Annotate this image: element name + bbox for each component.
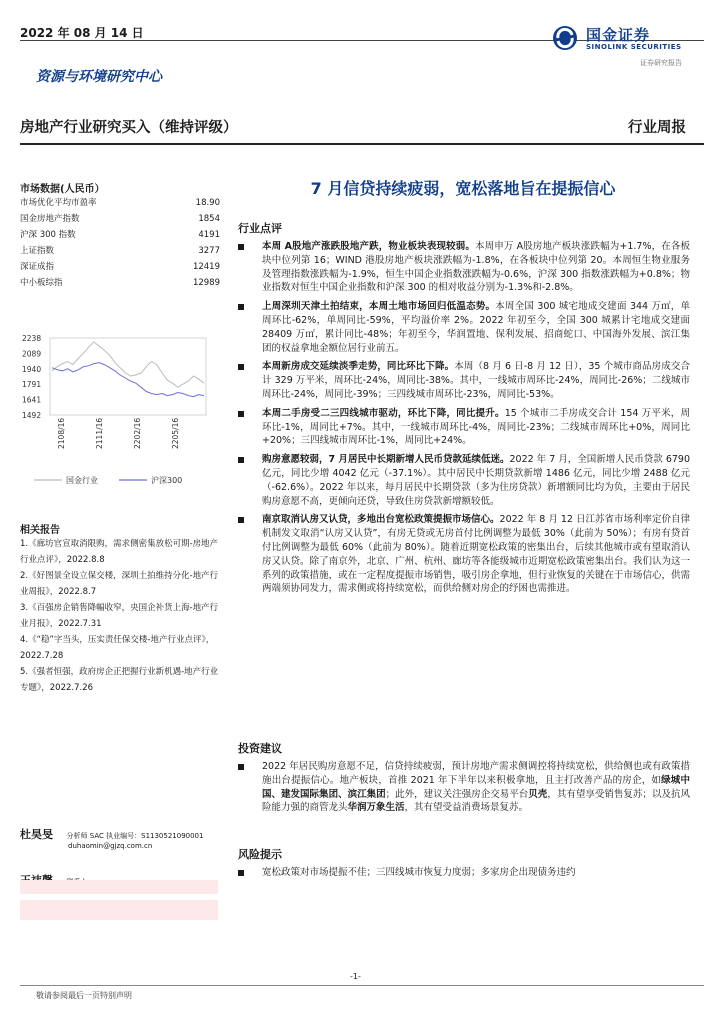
x-tick-label: 2111/16 <box>95 417 104 449</box>
section-risk: 风险提示 <box>238 848 282 861</box>
rating-title: 房地产行业研究买入（维持评级） <box>20 120 238 136</box>
market-label: 深证成指 <box>20 262 55 272</box>
market-value: 12989 <box>192 278 220 288</box>
research-center: 资源与环境研究中心 <box>36 69 162 85</box>
report-headline: 7 月信贷持续疲弱，宽松落地旨在提振信心 <box>310 179 616 198</box>
analyst-cert: 分析师 SAC 执业编号：S1130521090001 <box>66 832 204 840</box>
analyst-name: 杜昊旻 <box>20 828 53 841</box>
contact-highlight <box>20 900 218 920</box>
table-row <box>20 211 220 227</box>
bullet-text: 本周（8 月 6 日-8 月 12 日），35 个城市商品房成交合计 329 万平米，周环比-24%，周同比-38%。其中，一线城市周环比-24%，周同比-26%；二线城市周环比-24%，周同比-39%；三四线城市周环比-23%，周同比-53%。 <box>262 361 690 400</box>
series-line <box>52 342 204 387</box>
list-item[interactable]: 1.《廊坊官宣取消限购，需求侧密集放松可期-房地产行业点评》，2022.8.8 <box>20 539 219 565</box>
market-data-table <box>20 195 220 291</box>
list-item[interactable]: 3.《百强房企销售降幅收窄，央国企补货上海-地产行业月报》，2022.7.31 <box>20 603 219 629</box>
bullet-text: 2022 年 7 月，全国新增人民币贷款 6790 亿元，同比少增 4042 亿元（-37.1%）。其中居民中长期贷款新增 1486 亿元，同比少增 2488 亿元（-62.6%）。2022 年以来，每月居民中长期贷款（多为住房贷款）新增额同比均为负，主要由于居民购房意愿不高，更倾向还贷，导致住房贷款新增额较低。 <box>262 454 690 507</box>
advice-text: ；此外，建议关注强房企交易平台 <box>385 788 529 800</box>
y-tick-label: 1641 <box>22 395 42 405</box>
bullet-lead: 购房意愿较弱，7 月居民中长期新增人民币贷款延续低迷。 <box>262 454 510 466</box>
x-tick-label: 2202/16 <box>133 417 142 449</box>
list-item <box>238 453 690 508</box>
table-row <box>20 227 220 243</box>
advice-stock: 华润万象生活 <box>347 802 405 814</box>
market-value: 3277 <box>198 246 220 256</box>
advice-stock: 绿城中国、建发国际集团、滨江集团 <box>262 774 690 800</box>
series-line <box>52 363 204 397</box>
market-value: 12419 <box>192 262 220 272</box>
bullet-lead: 本周 A股地产涨跌股地产跌，物业板块表现较弱。 <box>262 241 475 252</box>
market-data-title: 市场数据(人民币） <box>20 184 105 195</box>
list-item <box>238 407 690 448</box>
brand-subtitle: 证券研究报告 <box>640 59 682 67</box>
analyst-row <box>20 826 220 850</box>
investment-advice-body <box>238 760 690 820</box>
y-tick-label: 1940 <box>22 364 42 374</box>
market-label: 沪深 300 指数 <box>20 230 76 240</box>
market-label: 市场优化平均市盈率 <box>20 198 97 208</box>
table-row <box>20 259 220 275</box>
bullet-lead: 南京取消认房又认贷，多地出台宽松政策提振市场信心。 <box>262 514 500 526</box>
brand-name: 国金证券 <box>586 26 651 44</box>
section-industry-review: 行业点评 <box>238 222 282 235</box>
bullet-text: 本周全国 300 城宅地成交建面 344 万㎡，单周环比-62%，单周同比-59%，平均溢价率 2%。2022 年初至今，全国 300 城累计宅地成交建面 28409 万㎡，累计同比-48%；年初至今，华润置地、保利发展、招商蛇口、中国海外发展、滨江集团的权益拿地金额位居行业前五。 <box>262 301 690 354</box>
footer-disclaimer[interactable]: 敬请参阅最后一页特别声明 <box>36 991 132 1000</box>
report-date: 2022 年 08 月 14 日 <box>20 26 144 40</box>
bullet-lead: 本周二手房受二三四线城市驱动，环比下降，同比提升。 <box>262 407 505 419</box>
y-tick-label: 1791 <box>22 380 42 390</box>
section-investment-advice: 投资建议 <box>238 742 282 755</box>
index-line-chart <box>20 330 218 490</box>
x-tick-label: 2205/16 <box>171 417 180 449</box>
market-value: 18.90 <box>195 198 220 208</box>
contact-highlight <box>20 880 218 894</box>
table-row <box>20 243 220 259</box>
advice-text: 2022 年居民购房意愿不足，信贷持续疲弱，预计房地产需求侧调控将持续宽松，供给侧也或有政策措施出台提振信心。地产板块，首推 2021 年下半年以来积极拿地，且主打改善产品的房企，如 <box>262 761 690 786</box>
advice-text: ，其有望受益消费场景复苏。 <box>404 802 529 814</box>
analysts-block <box>20 826 220 910</box>
list-item <box>238 760 690 815</box>
advice-stock: 贝壳 <box>528 788 548 800</box>
market-label: 国金房地产指数 <box>20 214 80 224</box>
bullet-text: 15 个城市二手房成交合计 154 万平米，周环比-1%，周同比+7%。其中，一线城市周环比-4%，周同比-23%；二线城市周环比+0%，周同比+20%；三四线城市周环比-1%，周同比+24%。 <box>262 407 690 447</box>
table-row <box>20 195 220 211</box>
y-tick-label: 2089 <box>22 349 42 359</box>
bullet-text: 本周申万 A股房地产板块涨跌幅为+1.7%，在各板块中位列第 16；WIND 港股房地产板块涨跌幅为-1.8%，在各板块中位列第 20。本周恒生物业服务及管理指数涨跌幅为-1.9%，恒生中国企业指数涨跌幅为-0.6%，沪深 300 指数涨跌幅为+0.8%；物业指数对恒生中国企业指数和沪深 300 的相对收益分别为-1.3%和-2.8%。 <box>262 241 690 294</box>
related-reports-title: 相关报告 <box>20 525 60 536</box>
market-label: 中小板综指 <box>20 278 63 288</box>
footer-divider <box>20 985 704 986</box>
page-number: -1- <box>350 972 361 981</box>
y-tick-label: 2238 <box>22 334 42 343</box>
report-type: 行业周报 <box>628 120 686 136</box>
brand-name-en: SINOLINK SECURITIES <box>586 43 682 51</box>
market-value: 1854 <box>198 214 220 224</box>
risk-body <box>238 866 690 885</box>
title-divider <box>20 143 704 145</box>
legend-label: 国金行业 <box>66 476 98 485</box>
bullet-text: 2022 年 8 月 12 日江苏省市场利率定价自律机制发文取消“认房又认贷”，有房无贷或无房首付比例调整为最低 30%（此前为 50%）；有房有贷首付比例调整为最低 60%（此前为 80%）。随着近期宽松政策的密集出台，后续其他城市或有望取消认房又认贷。除了南京外，北京、广州、杭州、廊坊等各能级城市近期宽松政策密集出台。我们认为这一系列的政策措施，或在一定程度提振市场销售，吸引房企拿地，但行业恢复的关键在于市场信心，供需两端须协同发力，需求侧或将持续宽松，而供给侧对房企的纾困也需推进。 <box>262 514 690 595</box>
table-row <box>20 275 220 291</box>
sinolink-logo-icon <box>552 25 578 51</box>
y-tick-label: 1492 <box>22 411 42 420</box>
industry-review-body <box>238 240 690 601</box>
list-item <box>238 866 690 880</box>
advice-text: ，其有望享受销售复苏；以及抗风险能力强的商管龙头 <box>262 788 690 814</box>
analyst-email[interactable]: duhaomin@gjzq.com.cn <box>68 842 153 850</box>
list-item <box>238 240 690 295</box>
list-item[interactable]: 5.《强者恒强，政府房企正把握行业新机遇-地产行业专题》，2022.7.26 <box>20 667 219 693</box>
market-label: 上证指数 <box>20 246 55 256</box>
list-item <box>238 360 690 401</box>
market-value: 4191 <box>198 230 220 240</box>
list-item[interactable]: 4.《“稳”字当头，压实责任保交楼-地产行业点评》，2022.7.28 <box>20 635 215 661</box>
plot-frame <box>50 338 206 415</box>
bullet-lead: 上周深圳天津土拍结束，本周土地市场回归低温态势。 <box>262 301 496 313</box>
x-tick-label: 2108/16 <box>57 417 66 449</box>
risk-text: 宽松政策对市场提振不佳；三四线城市恢复力度弱；多家房企出现债务违约 <box>262 867 576 878</box>
list-item[interactable]: 2.《好图景全设立保交楼，深圳土拍维持分化-地产行业周报》，2022.8.7 <box>20 571 219 597</box>
list-item <box>238 513 690 596</box>
bullet-lead: 本周新房成交延续淡季走势，同比环比下降。 <box>262 361 455 373</box>
legend-label: 沪深300 <box>151 476 183 485</box>
list-item <box>238 300 690 355</box>
related-reports-list <box>20 537 220 697</box>
